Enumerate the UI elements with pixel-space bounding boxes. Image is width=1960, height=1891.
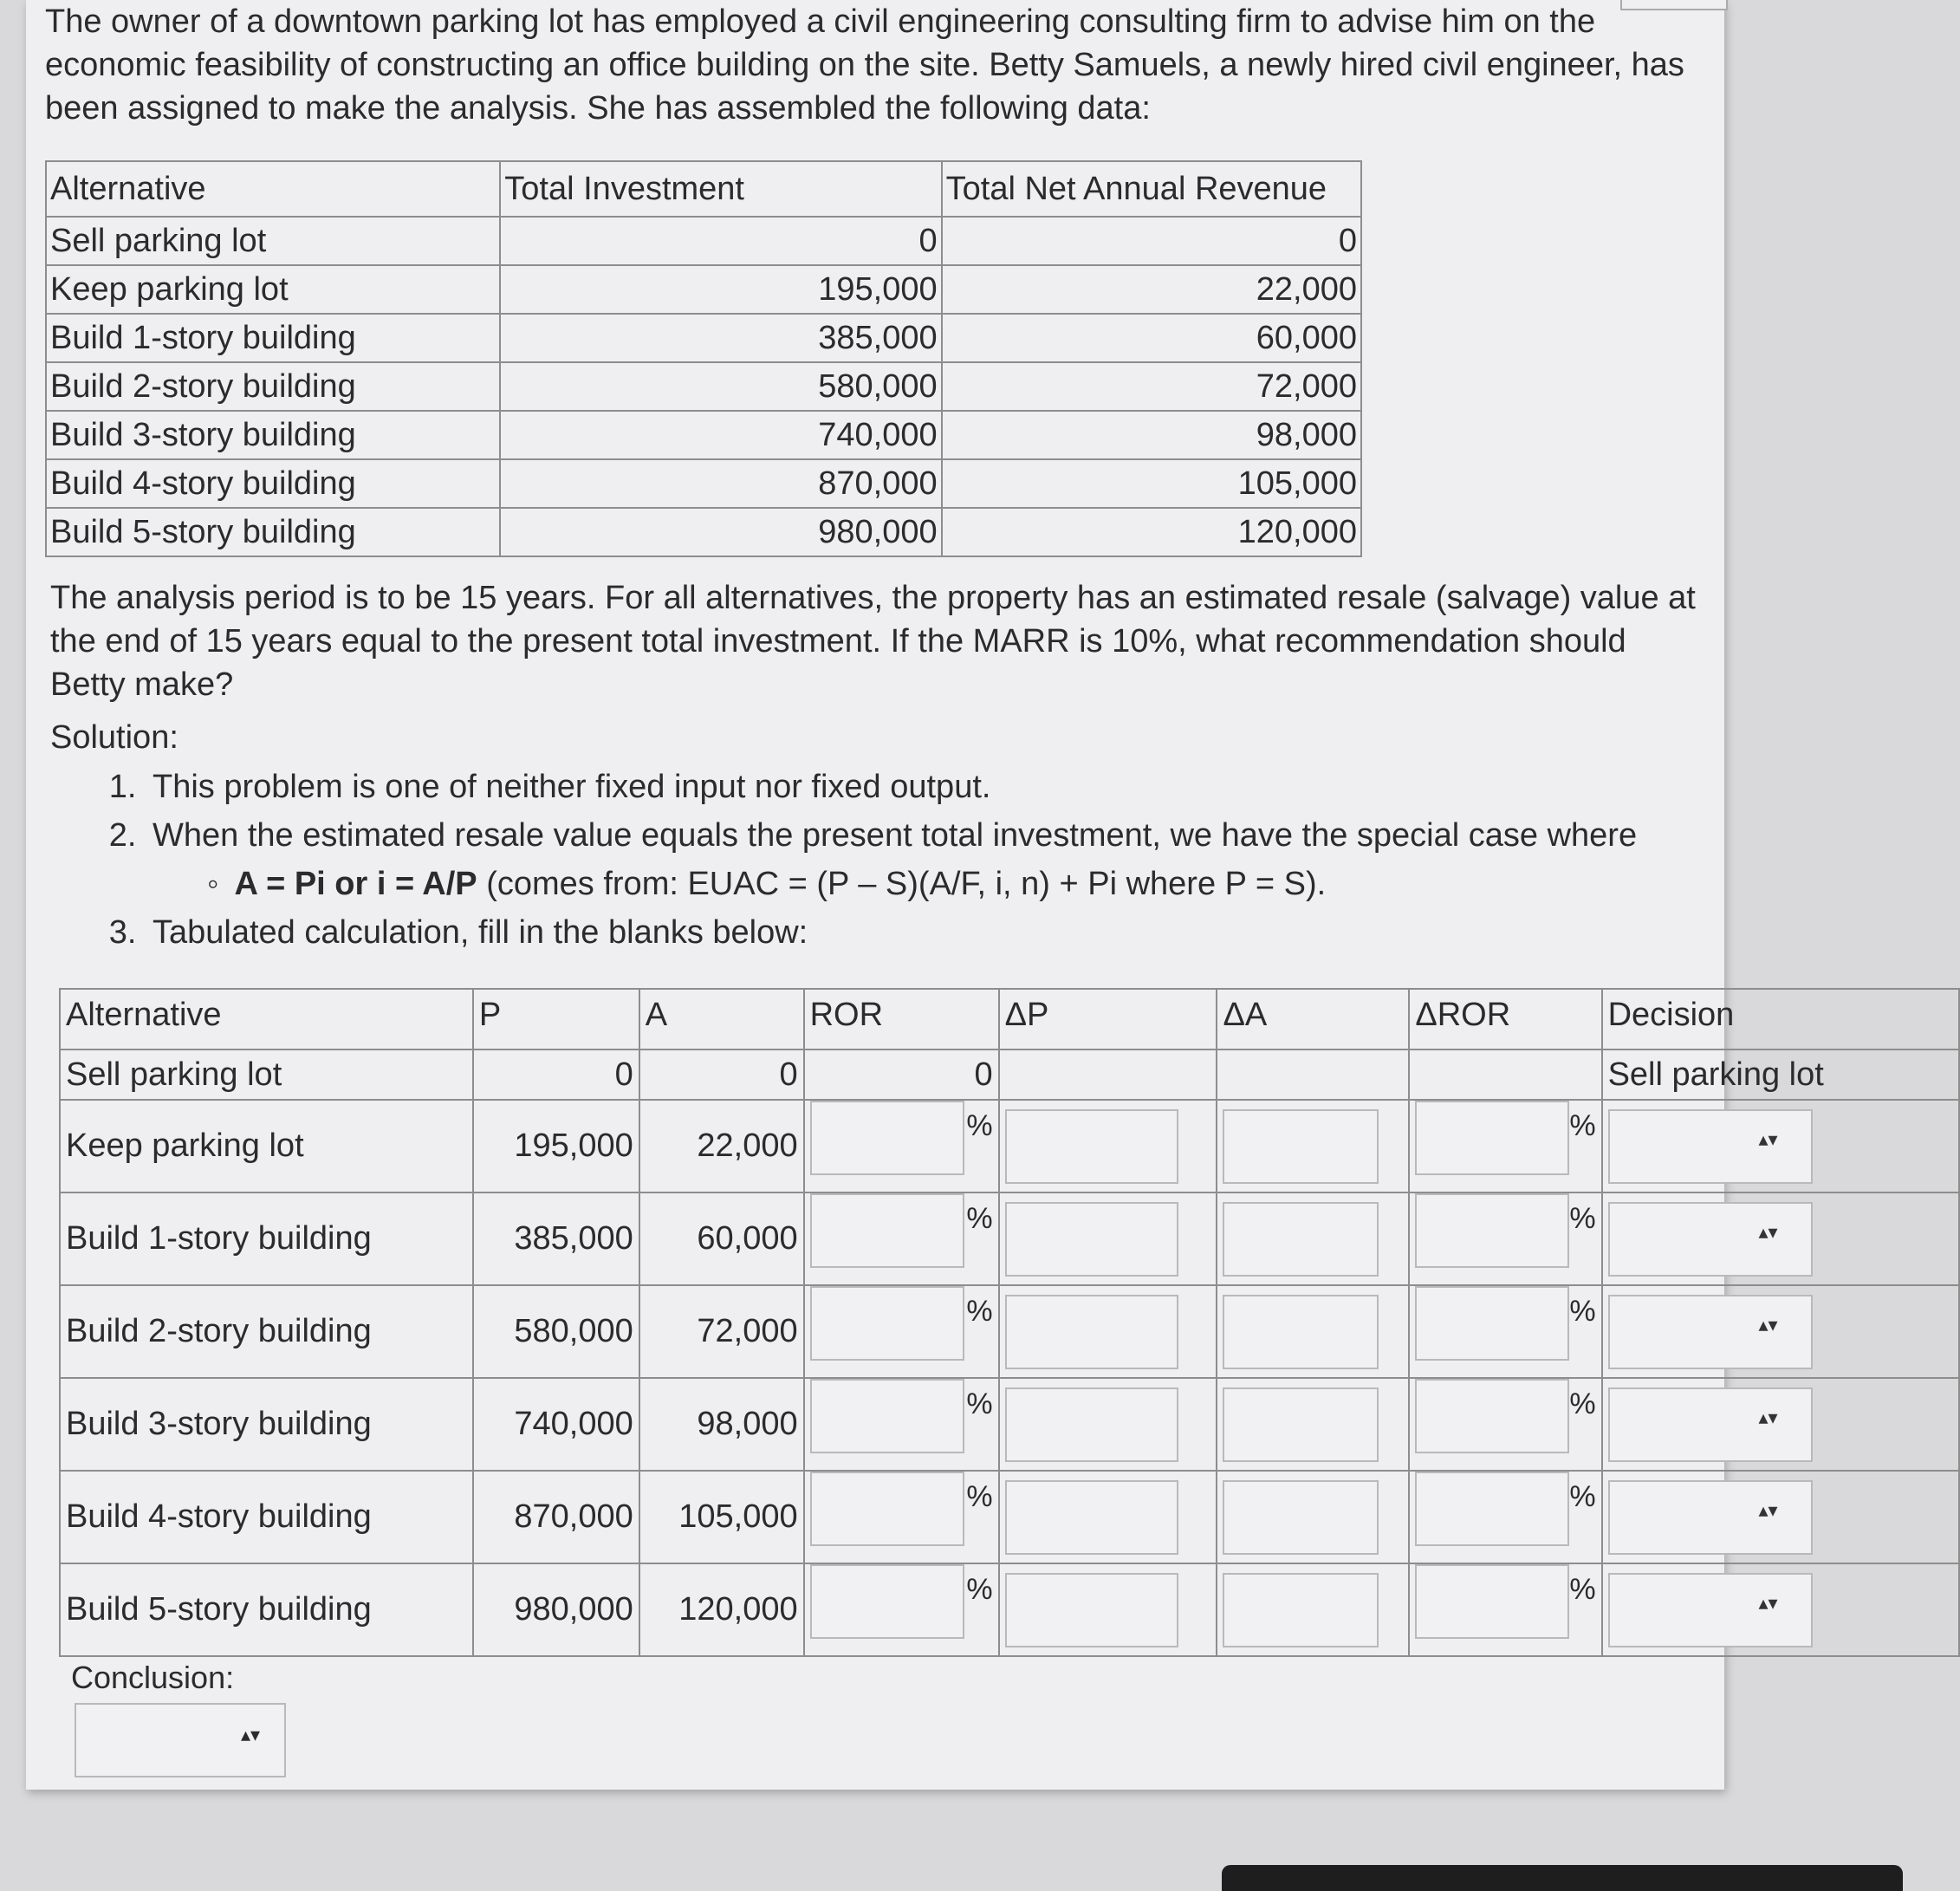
cell-alternative: Build 2-story building — [46, 362, 500, 411]
cell-decision — [1602, 1563, 1959, 1656]
delta-ror-input[interactable] — [1415, 1101, 1569, 1175]
cell-investment: 580,000 — [500, 362, 941, 411]
percent-sign: % — [966, 1202, 993, 1235]
percent-sign: % — [1569, 1295, 1596, 1328]
delta-a-input[interactable] — [1223, 1387, 1379, 1462]
step-1: 1. This problem is one of neither fixed input nor fixed output. — [146, 763, 1705, 811]
step-2-sublist — [153, 860, 1705, 908]
cell-investment: 740,000 — [500, 411, 941, 459]
cell-decision — [1602, 1100, 1959, 1192]
header-alternative: Alternative — [46, 161, 500, 217]
percent-sign: % — [966, 1573, 993, 1606]
cell-ror — [804, 1563, 999, 1656]
cell-revenue: 0 — [942, 217, 1361, 265]
calc-header-decision: Decision — [1602, 989, 1959, 1049]
cell-a: 22,000 — [639, 1100, 804, 1192]
cell-alternative: Build 1-story building — [60, 1192, 473, 1285]
table-row — [60, 1192, 1959, 1285]
cell-a: 105,000 — [639, 1471, 804, 1563]
cell-decision — [1602, 1471, 1959, 1563]
cell-delta-p — [999, 1378, 1217, 1471]
delta-a-input[interactable] — [1223, 1109, 1379, 1184]
cell-investment: 870,000 — [500, 459, 941, 508]
calc-header-delta-p: ΔP — [999, 989, 1217, 1049]
cell-delta-p — [999, 1049, 1217, 1100]
cell-delta-a — [1217, 1049, 1409, 1100]
delta-a-input[interactable] — [1223, 1480, 1379, 1555]
cell-ror — [804, 1471, 999, 1563]
select-arrows-icon: ▴▾ — [1758, 1498, 1778, 1521]
cell-investment: 385,000 — [500, 314, 941, 362]
percent-sign: % — [966, 1109, 993, 1142]
select-arrows-icon: ▴▾ — [241, 1724, 261, 1745]
table-row — [46, 411, 1361, 459]
cell-investment: 195,000 — [500, 265, 941, 314]
cell-revenue: 60,000 — [942, 314, 1361, 362]
cell-delta-a — [1217, 1471, 1409, 1563]
calc-header-delta-ror: ΔROR — [1409, 989, 1601, 1049]
cell-revenue: 98,000 — [942, 411, 1361, 459]
cell-p: 385,000 — [473, 1192, 639, 1285]
delta-ror-input[interactable] — [1415, 1193, 1569, 1268]
cell-ror — [804, 1192, 999, 1285]
cell-delta-ror — [1409, 1563, 1601, 1656]
delta-ror-input[interactable] — [1415, 1564, 1569, 1639]
cell-p: 980,000 — [473, 1563, 639, 1656]
delta-p-input[interactable] — [1005, 1109, 1178, 1184]
intro-text: The owner of a downtown parking lot has employed a civil engineering consulting firm to advise him on the economic feasibility of constructing an office building on the site. Betty Samuels, a newly hired civil engineer, has been assigned to make the analysis. She has assembled the following data: — [45, 3, 1684, 127]
ror-input[interactable] — [810, 1564, 964, 1639]
cell-alternative: Sell parking lot — [60, 1049, 473, 1100]
formula-bold: A = Pi or i = A/P — [234, 866, 477, 902]
delta-ror-input[interactable] — [1415, 1472, 1569, 1546]
cell-investment: 0 — [500, 217, 941, 265]
cell-delta-a — [1217, 1192, 1409, 1285]
step-3: 3. Tabulated calculation, fill in the blanks below: — [146, 908, 1705, 957]
cell-alternative: Sell parking lot — [46, 217, 500, 265]
cell-alternative: Build 3-story building — [46, 411, 500, 459]
cell-alternative: Build 1-story building — [46, 314, 500, 362]
cell-delta-p — [999, 1563, 1217, 1656]
table-row — [60, 1100, 1959, 1192]
percent-sign: % — [1569, 1109, 1596, 1142]
cell-delta-ror — [1409, 1378, 1601, 1471]
cell-a: 72,000 — [639, 1285, 804, 1378]
cell-delta-a — [1217, 1100, 1409, 1192]
header-net-annual-revenue: Total Net Annual Revenue — [942, 161, 1361, 217]
cell-delta-p — [999, 1471, 1217, 1563]
cell-delta-ror — [1409, 1192, 1601, 1285]
cell-p: 870,000 — [473, 1471, 639, 1563]
cell-a: 120,000 — [639, 1563, 804, 1656]
decision-select[interactable] — [1608, 1387, 1813, 1462]
formula-rest: (comes from: EUAC = (P – S)(A/F, i, n) + Pi where P = S). — [477, 866, 1327, 902]
header-total-investment: Total Investment — [500, 161, 941, 217]
cell-alternative: Build 5-story building — [60, 1563, 473, 1656]
table-row — [46, 265, 1361, 314]
cell-delta-ror — [1409, 1471, 1601, 1563]
cell-alternative: Build 2-story building — [60, 1285, 473, 1378]
percent-sign: % — [1569, 1202, 1596, 1235]
solution-steps — [95, 763, 1705, 957]
cell-delta-ror — [1409, 1049, 1601, 1100]
delta-p-input[interactable] — [1005, 1202, 1178, 1277]
calc-header-p: P — [473, 989, 639, 1049]
table-row — [46, 217, 1361, 265]
cell-a: 98,000 — [639, 1378, 804, 1471]
cell-decision — [1602, 1285, 1959, 1378]
cell-p: 195,000 — [473, 1100, 639, 1192]
decision-select[interactable] — [1608, 1109, 1813, 1184]
solution-label: Solution: — [50, 719, 178, 756]
question-text: The analysis period is to be 15 years. For all alternatives, the property has an estimated resale (salvage) value at the end of 15 years equal to the present total investment. If the MARR is 10%, what recommendation should Betty make? — [50, 580, 1696, 703]
cell-p: 0 — [473, 1049, 639, 1100]
cell-delta-ror — [1409, 1285, 1601, 1378]
ror-input[interactable] — [810, 1193, 964, 1268]
conclusion-label: Conclusion: — [71, 1660, 235, 1695]
step-2-text: When the estimated resale value equals the present total investment, we have the special case where — [153, 817, 1638, 854]
cell-decision: Sell parking lot — [1602, 1049, 1959, 1100]
cell-ror — [804, 1378, 999, 1471]
calc-header-a: A — [639, 989, 804, 1049]
cell-alternative: Build 4-story building — [60, 1471, 473, 1563]
cell-decision — [1602, 1192, 1959, 1285]
cell-delta-p — [999, 1100, 1217, 1192]
percent-sign: % — [966, 1295, 993, 1328]
percent-sign: % — [1569, 1480, 1596, 1513]
cell-delta-p — [999, 1285, 1217, 1378]
delta-a-input[interactable] — [1223, 1202, 1379, 1277]
ror-input[interactable] — [810, 1286, 964, 1361]
step-2 — [146, 811, 1705, 908]
table-row — [46, 459, 1361, 508]
cell-ror — [804, 1285, 999, 1378]
calc-header-alternative: Alternative — [60, 989, 473, 1049]
decision-select[interactable] — [1608, 1202, 1813, 1277]
delta-p-input[interactable] — [1005, 1573, 1178, 1647]
cell-delta-a — [1217, 1563, 1409, 1656]
select-arrows-icon: ▴▾ — [1758, 1127, 1778, 1150]
cell-p: 580,000 — [473, 1285, 639, 1378]
percent-sign: % — [966, 1387, 993, 1420]
table-row — [46, 314, 1361, 362]
data-table — [45, 160, 1362, 557]
table-row — [60, 1285, 1959, 1378]
ror-input[interactable] — [810, 1472, 964, 1546]
cell-decision — [1602, 1378, 1959, 1471]
ror-input[interactable] — [810, 1379, 964, 1453]
calc-header-ror: ROR — [804, 989, 999, 1049]
cell-delta-a — [1217, 1285, 1409, 1378]
percent-sign: % — [966, 1480, 993, 1513]
cell-delta-a — [1217, 1378, 1409, 1471]
cell-alternative: Build 5-story building — [46, 508, 500, 556]
table-row — [60, 1049, 1959, 1100]
conclusion-select[interactable] — [75, 1703, 286, 1777]
ror-input[interactable] — [810, 1101, 964, 1175]
decision-select[interactable] — [1608, 1480, 1813, 1555]
cell-revenue: 72,000 — [942, 362, 1361, 411]
cell-alternative: Keep parking lot — [46, 265, 500, 314]
cell-delta-ror — [1409, 1100, 1601, 1192]
table-row — [60, 1378, 1959, 1471]
delta-p-input[interactable] — [1005, 1387, 1178, 1462]
delta-ror-input[interactable] — [1415, 1379, 1569, 1453]
cell-a: 60,000 — [639, 1192, 804, 1285]
calc-header-delta-a: ΔA — [1217, 989, 1409, 1049]
table-row — [60, 1563, 1959, 1656]
cell-delta-p — [999, 1192, 1217, 1285]
table-row — [60, 1471, 1959, 1563]
decision-select[interactable] — [1608, 1573, 1813, 1647]
select-arrows-icon: ▴▾ — [1758, 1313, 1778, 1335]
delta-a-input[interactable] — [1223, 1573, 1379, 1647]
select-arrows-icon: ▴▾ — [1758, 1591, 1778, 1614]
bottom-bar — [1222, 1865, 1903, 1891]
cell-ror: 0 — [804, 1049, 999, 1100]
table-row — [46, 362, 1361, 411]
cell-alternative: Build 4-story building — [46, 459, 500, 508]
step-2-formula — [200, 860, 1705, 908]
cell-investment: 980,000 — [500, 508, 941, 556]
select-arrows-icon: ▴▾ — [1758, 1220, 1778, 1243]
cell-revenue: 120,000 — [942, 508, 1361, 556]
cell-revenue: 22,000 — [942, 265, 1361, 314]
select-arrows-icon: ▴▾ — [1758, 1406, 1778, 1428]
cell-alternative: Build 3-story building — [60, 1378, 473, 1471]
cell-p: 740,000 — [473, 1378, 639, 1471]
percent-sign: % — [1569, 1573, 1596, 1606]
percent-sign: % — [1569, 1387, 1596, 1420]
cell-ror — [804, 1100, 999, 1192]
cell-revenue: 105,000 — [942, 459, 1361, 508]
cell-alternative: Keep parking lot — [60, 1100, 473, 1192]
delta-ror-input[interactable] — [1415, 1286, 1569, 1361]
delta-a-input[interactable] — [1223, 1295, 1379, 1369]
calc-table — [59, 988, 1960, 1657]
delta-p-input[interactable] — [1005, 1480, 1178, 1555]
table-row — [46, 508, 1361, 556]
cell-a: 0 — [639, 1049, 804, 1100]
delta-p-input[interactable] — [1005, 1295, 1178, 1369]
decision-select[interactable] — [1608, 1295, 1813, 1369]
